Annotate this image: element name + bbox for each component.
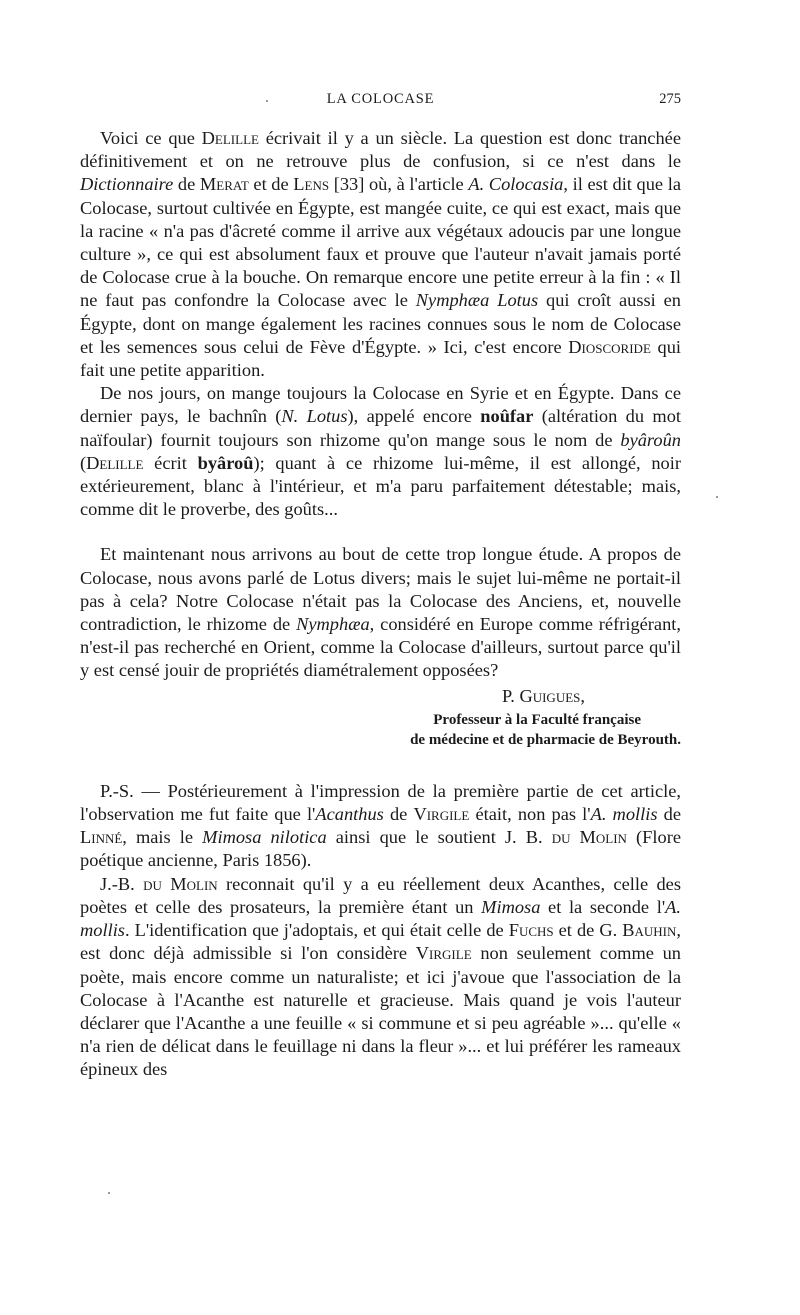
author-name-fuchs: Fuchs (508, 920, 554, 941)
paragraph-2 (80, 382, 681, 521)
taxon-a-colocasia: A. Colocasia (468, 174, 564, 195)
postscript-paragraph (80, 780, 681, 873)
text-run: De nos jours, on mange toujours la Colocase en Syrie et en Égypte. Dans ce dernier pays, le bachnîn ( (80, 383, 681, 427)
author-name-virgile: Virgile (415, 943, 472, 964)
text-run: de (173, 174, 200, 195)
author-name-delille: Delille (201, 128, 259, 148)
term-byarou: byâroû (197, 452, 254, 473)
taxon-a-mollis: A. mollis (80, 896, 681, 941)
signature-name (80, 685, 585, 708)
author-name-du-molin: du Molin (143, 873, 218, 894)
taxon-nymphaea-lotus: Nymphæa Lotus (415, 290, 539, 311)
scan-speck (266, 100, 268, 102)
text-run: J.-B. (100, 873, 144, 894)
paragraph-1 (80, 127, 681, 382)
text-run: (Flore poétique ancienne, Paris 1856). (80, 827, 681, 871)
running-header (80, 91, 681, 111)
text-run: non seulement comme un poète, mais encore comme un naturaliste; et ici j'avoue que l'association de la Colocase à l'Acanthe est naturelle et gracieuse. Mais quand je vois l'auteur déclarer que l'Acanthe a une feuille « si commune et si peu agréable »... qu'elle « n'a rien de délicat dans le feuillage ni dans la fleur »... et lui préférer les rameaux épineux des (80, 943, 682, 1080)
term-noufar: noûfar (480, 406, 534, 427)
text-run: de (657, 804, 681, 825)
text-run: P.-S. — Postérieurement à l'impression de la première partie de cet article, l'observation me fut faite que l' (80, 780, 681, 825)
signature-role-line-2: de médecine et de pharmacie de Beyrouth. (410, 731, 681, 748)
text-run: , il est dit que la Colocase, surtout cultivée en Égypte, est mangée cuite, ce qui est exact, mais que la racine « n'a pas d'âcreté comme il arrive aux végétaux adoucis par une longue culture », ce qui est absolument faux et prouve que l'auteur n'avait jamais porté de Colocase crue à la bouche. On remarque encore une petite erreur à la fin : « Il ne faut pas confondre la Colocase avec le (80, 174, 681, 311)
article-body (80, 127, 681, 1082)
text-run: qui croît aussi en Égypte, dont on mange également les racines connues sous le nom de Colocase et les semences sous celui de Fève d'Égypte. » Ici, c'est encore (80, 290, 682, 357)
taxon-mimosa: Mimosa (481, 896, 541, 917)
text-run: était, non pas l' (469, 804, 591, 825)
signature-comma: , (580, 685, 585, 706)
text-run: et la seconde l' (540, 896, 666, 917)
page-number: 275 (659, 91, 681, 107)
running-title: LA COLOCASE (326, 91, 435, 107)
author-name-bauhin: Bauhin (622, 920, 677, 941)
author-name-du-molin: du Molin (551, 827, 627, 848)
term-byaroun: byâroûn (620, 429, 681, 450)
author-name-virgile: Virgile (413, 804, 470, 825)
title-dictionnaire: Dictionnaire (80, 174, 174, 195)
text-run: écrivait il y a un siècle. La question est donc tranchée définitivement et on ne retrouve plus de confusion, si ce n'est dans le (80, 128, 681, 172)
taxon-n-lotus: N. Lotus (281, 406, 348, 427)
text-run: , considéré en Europe comme réfrigérant, n'est-il pas recherché en Orient, comme la Colocase d'ailleurs, surtout parce qu'il y est censé jouir de propriétés diamétralement opposées? (80, 614, 681, 681)
author-name-lens: Lens (293, 174, 330, 195)
author-name-delille: Delille (86, 452, 144, 473)
signature-role-line-1: Professeur à la Faculté française (433, 711, 641, 728)
author-name-linne: Linné (80, 827, 123, 848)
text-run: de (383, 804, 414, 825)
author-name-dioscoride: Dioscoride (568, 336, 651, 357)
scan-speck (716, 496, 718, 498)
paragraph-5 (80, 873, 681, 1082)
text-run: ); quant à ce rhizome lui-même, il est allongé, noir extérieurement, blanc à l'intérieur, et m'a paru parfaitement détestable; mais, comme dit le proverbe, des goûts... (80, 452, 681, 520)
text-run: Voici ce que (100, 128, 202, 148)
text-run: , mais le (122, 827, 203, 848)
text-run: , est donc déjà admissible si l'on considère (80, 920, 681, 964)
text-run: ( (80, 452, 87, 473)
signature-surname: Guigues (519, 685, 581, 706)
paragraph-3 (80, 543, 681, 682)
text-run: qui fait une petite apparition. (80, 336, 681, 381)
text-run: et de (248, 174, 294, 195)
text-run: Et maintenant nous arrivons au bout de cette trop longue étude. A propos de Colocase, nous avons parlé de Lotus divers; mais le sujet lui-même ne portait-il pas à cela? Notre Colocase n'était pas la Colocase des Anciens, et, nouvelle contradiction, le rhizome de (80, 544, 681, 635)
text-run: [33] où, à l'article (329, 174, 469, 195)
text-run: ainsi que le soutient J. B. (326, 827, 552, 848)
author-name-merat: Merat (199, 174, 249, 195)
text-run: écrit (143, 452, 198, 473)
signature-initial: P. (502, 685, 520, 706)
taxon-a-mollis: A. mollis (590, 804, 658, 825)
text-run: (altération du mot naïfoular) fournit toujours son rhizome qu'on mange sous le nom de (80, 406, 682, 450)
taxon-nymphaea: Nymphæa (296, 614, 370, 635)
text-run: ), appelé encore (347, 406, 481, 427)
section-gap (80, 750, 681, 780)
text-run: . L'identification que j'adoptais, et qui était celle de (124, 920, 509, 941)
text-run: et de G. (553, 920, 623, 941)
taxon-acanthus: Acanthus (315, 804, 384, 825)
scan-speck (108, 1192, 110, 1194)
taxon-mimosa-nilotica: Mimosa nilotica (202, 827, 327, 848)
paragraph-gap (80, 521, 681, 543)
text-run: reconnait qu'il y a eu réellement deux Acanthes, celle des poètes et celle des prosateurs, la première étant un (80, 873, 681, 917)
